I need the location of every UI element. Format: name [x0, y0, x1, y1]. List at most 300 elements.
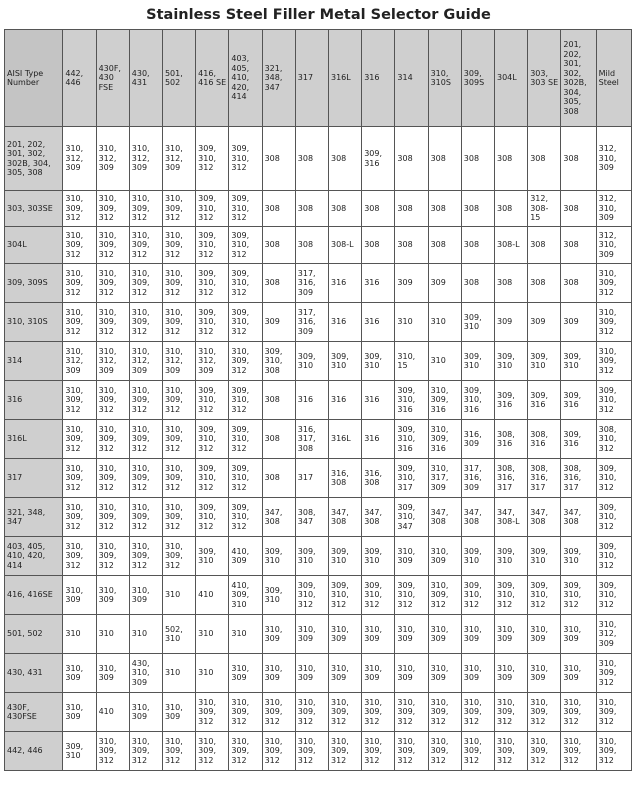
- table-cell: 310, 309, 312: [596, 264, 631, 303]
- filler-metal-table: [4, 29, 632, 771]
- table-cell: 316L: [328, 420, 361, 459]
- table-cell: 310: [129, 615, 162, 654]
- table-cell: 309, 310: [528, 537, 561, 576]
- table-cell: 308: [262, 381, 295, 420]
- table-cell: 308: [295, 191, 328, 227]
- table-cell: 309, 310, 312: [596, 381, 631, 420]
- table-cell: 316: [362, 303, 395, 342]
- table-cell: 309, 310, 312: [196, 498, 229, 537]
- table-cell: 309, 310, 312: [229, 498, 262, 537]
- table-cell: 316: [328, 381, 361, 420]
- table-cell: 310, 309, 312: [96, 420, 129, 459]
- table-cell: 310, 309, 312: [96, 303, 129, 342]
- table-cell: 310, 309, 312: [328, 732, 361, 771]
- table-cell: 310: [428, 303, 461, 342]
- table-cell: 308: [328, 127, 361, 191]
- table-cell: 310: [162, 654, 195, 693]
- column-header: 316: [362, 30, 395, 127]
- table-cell: 310, 309, 312: [96, 227, 129, 264]
- table-cell: 310: [63, 615, 96, 654]
- table-cell: 347, 308: [262, 498, 295, 537]
- table-cell: 310, 309, 312: [162, 498, 195, 537]
- row-header: 314: [5, 342, 63, 381]
- table-cell: 502, 310: [162, 615, 195, 654]
- header-row: [5, 30, 632, 127]
- table-cell: 308, 316, 317: [495, 459, 528, 498]
- table-cell: 310, 309, 312: [129, 537, 162, 576]
- table-row: [5, 498, 632, 537]
- row-header: 430, 431: [5, 654, 63, 693]
- table-row: [5, 459, 632, 498]
- table-cell: 316, 309: [461, 420, 494, 459]
- table-cell: 309, 310, 312: [229, 191, 262, 227]
- table-cell: 310, 309, 312: [162, 420, 195, 459]
- table-cell: 309, 310: [63, 732, 96, 771]
- table-cell: 310, 309, 312: [395, 732, 428, 771]
- row-header: 201, 202, 301, 302, 302B, 304, 305, 308: [5, 127, 63, 191]
- table-cell: 309, 310, 312: [528, 576, 561, 615]
- table-cell: 310, 309: [328, 654, 361, 693]
- column-header: 501, 502: [162, 30, 195, 127]
- table-cell: 308, 316, 317: [528, 459, 561, 498]
- table-cell: 308: [295, 227, 328, 264]
- table-cell: 308: [395, 127, 428, 191]
- table-cell: 316, 317, 308: [295, 420, 328, 459]
- table-cell: 310: [96, 615, 129, 654]
- table-cell: 316: [362, 381, 395, 420]
- table-cell: 310, 309: [129, 693, 162, 732]
- table-cell: 310, 309: [395, 615, 428, 654]
- table-cell: 309, 310: [262, 576, 295, 615]
- table-cell: 310, 309, 316: [428, 381, 461, 420]
- row-header: 403, 405, 410, 420, 414: [5, 537, 63, 576]
- table-cell: 310, 309, 312: [63, 227, 96, 264]
- table-cell: 309, 316: [495, 381, 528, 420]
- table-cell: 309, 310, 312: [229, 420, 262, 459]
- table-cell: 308: [262, 459, 295, 498]
- table-cell: 312, 308-15: [528, 191, 561, 227]
- table-cell: 317: [295, 459, 328, 498]
- table-cell: 309, 310, 312: [395, 576, 428, 615]
- table-cell: 310, 309, 312: [129, 459, 162, 498]
- table-cell: 309, 310, 312: [196, 381, 229, 420]
- table-cell: 308: [428, 191, 461, 227]
- table-cell: 310, 309, 312: [162, 303, 195, 342]
- table-cell: 308: [495, 264, 528, 303]
- table-cell: 312, 310, 309: [596, 191, 631, 227]
- column-header: 416, 416 SE: [196, 30, 229, 127]
- table-cell: 310, 309, 312: [162, 732, 195, 771]
- table-cell: 310, 309, 312: [362, 693, 395, 732]
- table-cell: 310, 312, 309: [63, 342, 96, 381]
- table-cell: 308: [461, 127, 494, 191]
- table-cell: 310, 309: [96, 576, 129, 615]
- table-cell: 310, 309: [528, 615, 561, 654]
- table-cell: 347, 308: [561, 498, 596, 537]
- table-cell: 310, 309: [428, 654, 461, 693]
- row-header: 310, 310S: [5, 303, 63, 342]
- table-cell: 309, 310: [262, 537, 295, 576]
- table-cell: 310, 312, 309: [63, 127, 96, 191]
- table-cell: 309, 310: [561, 342, 596, 381]
- table-cell: 410, 309: [229, 537, 262, 576]
- table-cell: 308: [262, 227, 295, 264]
- table-cell: 310, 309, 312: [362, 732, 395, 771]
- column-header: 430F, 430 FSE: [96, 30, 129, 127]
- table-cell: 310, 309, 312: [129, 381, 162, 420]
- table-cell: 310, 309, 312: [129, 264, 162, 303]
- table-cell: 347, 308: [362, 498, 395, 537]
- table-cell: 310, 309: [362, 615, 395, 654]
- table-cell: 310, 309, 312: [63, 381, 96, 420]
- table-cell: 309, 310: [461, 303, 494, 342]
- table-cell: 309: [561, 303, 596, 342]
- table-cell: 310: [428, 342, 461, 381]
- table-cell: 309, 310, 312: [229, 264, 262, 303]
- row-header: 317: [5, 459, 63, 498]
- table-cell: 309, 310: [328, 537, 361, 576]
- table-cell: 310, 309: [262, 615, 295, 654]
- table-cell: 309, 310, 316: [461, 381, 494, 420]
- table-cell: 310, 309, 312: [96, 537, 129, 576]
- table-cell: 309, 310, 312: [196, 227, 229, 264]
- table-cell: 310, 309, 312: [96, 498, 129, 537]
- table-cell: 309, 310, 312: [196, 420, 229, 459]
- table-cell: 410: [96, 693, 129, 732]
- table-row: [5, 342, 632, 381]
- page-title: Stainless Steel Filler Metal Selector Guide: [146, 7, 491, 23]
- table-cell: 308: [262, 127, 295, 191]
- table-cell: 310, 309, 312: [63, 264, 96, 303]
- table-cell: 309, 310: [362, 537, 395, 576]
- table-cell: 310, 309: [362, 654, 395, 693]
- table-cell: 309: [495, 303, 528, 342]
- table-row: [5, 420, 632, 459]
- table-cell: 310: [196, 615, 229, 654]
- column-header: 310, 310S: [428, 30, 461, 127]
- table-cell: 309, 310, 308: [262, 342, 295, 381]
- row-header: 304L: [5, 227, 63, 264]
- table-cell: 310, 309: [295, 654, 328, 693]
- table-cell: 310, 309, 312: [63, 498, 96, 537]
- table-cell: 309, 310, 312: [295, 576, 328, 615]
- table-cell: 310, 309: [63, 693, 96, 732]
- table-cell: 310, 309, 312: [196, 693, 229, 732]
- table-cell: 308: [362, 227, 395, 264]
- row-header: 501, 502: [5, 615, 63, 654]
- table-cell: 310, 309, 312: [129, 303, 162, 342]
- table-cell: 310, 309: [461, 615, 494, 654]
- table-cell: 310, 309: [528, 654, 561, 693]
- table-row: [5, 693, 632, 732]
- table-cell: 310, 312, 309: [129, 127, 162, 191]
- table-cell: 310: [229, 615, 262, 654]
- table-cell: 310, 309, 312: [63, 537, 96, 576]
- table-cell: 410, 309, 310: [229, 576, 262, 615]
- table-cell: 309: [428, 264, 461, 303]
- table-cell: 309: [262, 303, 295, 342]
- table-cell: 308, 316: [528, 420, 561, 459]
- table-cell: 308: [262, 264, 295, 303]
- table-cell: 310, 309, 312: [295, 693, 328, 732]
- table-cell: 316: [295, 381, 328, 420]
- table-cell: 310, 309, 312: [428, 693, 461, 732]
- table-cell: 312, 310, 309: [596, 127, 631, 191]
- table-cell: 310, 309, 312: [196, 732, 229, 771]
- table-row: [5, 303, 632, 342]
- table-cell: 309: [528, 303, 561, 342]
- table-cell: 310, 309, 312: [328, 693, 361, 732]
- table-cell: 310, 309: [229, 654, 262, 693]
- table-cell: 309, 310, 316: [395, 420, 428, 459]
- table-cell: 310, 309, 312: [162, 537, 195, 576]
- table-cell: 310, 309, 312: [262, 693, 295, 732]
- row-header: 442, 446: [5, 732, 63, 771]
- table-cell: 310, 309: [395, 654, 428, 693]
- table-cell: 309, 310, 316: [395, 381, 428, 420]
- table-cell: 309, 310, 312: [596, 459, 631, 498]
- table-cell: 310, 312, 309: [162, 342, 195, 381]
- table-cell: 310, 309, 316: [428, 420, 461, 459]
- table-cell: 308: [461, 264, 494, 303]
- table-cell: 309, 316: [362, 127, 395, 191]
- table-cell: 309, 310, 312: [596, 537, 631, 576]
- table-cell: 310, 309: [395, 537, 428, 576]
- table-cell: 310, 309, 312: [596, 303, 631, 342]
- table-cell: 309, 310, 347: [395, 498, 428, 537]
- table-row: [5, 381, 632, 420]
- table-cell: 309, 310, 312: [362, 576, 395, 615]
- table-cell: 308: [528, 227, 561, 264]
- table-cell: 308: [262, 191, 295, 227]
- table-cell: 310, 309: [428, 615, 461, 654]
- table-cell: 309, 310, 317: [395, 459, 428, 498]
- table-cell: 310, 309, 312: [229, 693, 262, 732]
- table-row: [5, 127, 632, 191]
- table-cell: 309, 316: [561, 381, 596, 420]
- table-cell: 308-L: [328, 227, 361, 264]
- column-header: 430, 431: [129, 30, 162, 127]
- column-header: 403, 405, 410, 420, 414: [229, 30, 262, 127]
- table-cell: 310, 309: [495, 615, 528, 654]
- table-cell: 310, 309, 312: [129, 420, 162, 459]
- table-cell: 308: [328, 191, 361, 227]
- table-cell: 310, 312, 309: [596, 615, 631, 654]
- table-cell: 309, 310, 312: [196, 191, 229, 227]
- table-cell: 309, 310, 312: [196, 459, 229, 498]
- table-cell: 308: [528, 127, 561, 191]
- column-header: 317: [295, 30, 328, 127]
- table-cell: 310, 309, 312: [162, 381, 195, 420]
- table-cell: 309, 310: [295, 537, 328, 576]
- table-cell: 308: [561, 264, 596, 303]
- table-cell: 309, 316: [528, 381, 561, 420]
- row-header: 309, 309S: [5, 264, 63, 303]
- table-cell: 308: [528, 264, 561, 303]
- table-cell: 316, 308: [362, 459, 395, 498]
- table-cell: 310, 309, 312: [63, 303, 96, 342]
- table-cell: 308: [362, 191, 395, 227]
- table-cell: 310, 309, 312: [129, 732, 162, 771]
- table-cell: 316: [328, 264, 361, 303]
- table-cell: 308-L: [495, 227, 528, 264]
- table-cell: 309, 310: [295, 342, 328, 381]
- table-cell: 310: [162, 576, 195, 615]
- table-cell: 310, 312, 309: [196, 342, 229, 381]
- table-cell: 308: [395, 227, 428, 264]
- table-cell: 309, 310: [461, 342, 494, 381]
- table-cell: 310, 309, 312: [96, 732, 129, 771]
- table-cell: 310, 15: [395, 342, 428, 381]
- table-cell: 308, 310, 312: [596, 420, 631, 459]
- table-cell: 310, 309, 312: [162, 191, 195, 227]
- row-header: 430F, 430FSE: [5, 693, 63, 732]
- table-cell: 310, 309, 312: [528, 693, 561, 732]
- table-cell: 430, 310, 309: [129, 654, 162, 693]
- table-cell: 309, 316: [561, 420, 596, 459]
- corner-header: AISI Type Number: [5, 30, 63, 127]
- column-header: Mild Steel: [596, 30, 631, 127]
- table-cell: 310, 309: [295, 615, 328, 654]
- table-cell: 309: [395, 264, 428, 303]
- table-cell: 312, 310, 309: [596, 227, 631, 264]
- row-header: 316L: [5, 420, 63, 459]
- table-cell: 308: [428, 127, 461, 191]
- table-cell: 310, 309, 312: [162, 227, 195, 264]
- table-cell: 309, 310, 312: [229, 127, 262, 191]
- table-cell: 310, 309: [328, 615, 361, 654]
- table-cell: 309, 310, 312: [461, 576, 494, 615]
- row-header: 416, 416SE: [5, 576, 63, 615]
- table-cell: 310, 309, 312: [495, 693, 528, 732]
- table-cell: 309, 310, 312: [495, 576, 528, 615]
- column-header: 201, 202, 301, 302, 302B, 304, 305, 308: [561, 30, 596, 127]
- table-cell: 310, 309, 312: [395, 693, 428, 732]
- column-header: 316L: [328, 30, 361, 127]
- table-cell: 310, 309, 312: [229, 342, 262, 381]
- table-cell: 310, 309: [63, 654, 96, 693]
- table-cell: 309, 310: [196, 537, 229, 576]
- table-cell: 308: [495, 191, 528, 227]
- table-body: [5, 127, 632, 771]
- table-row: [5, 191, 632, 227]
- table-cell: 309, 310: [495, 342, 528, 381]
- column-header: 304L: [495, 30, 528, 127]
- table-cell: 309, 310: [561, 537, 596, 576]
- table-cell: 309, 310: [328, 342, 361, 381]
- table-cell: 310, 309, 312: [596, 693, 631, 732]
- table-cell: 308: [428, 227, 461, 264]
- table-cell: 308, 316: [495, 420, 528, 459]
- table-cell: 308: [395, 191, 428, 227]
- table-cell: 310, 309, 312: [596, 732, 631, 771]
- table-cell: 310, 309, 312: [428, 576, 461, 615]
- table-cell: 310, 309, 312: [596, 654, 631, 693]
- table-cell: 309, 310: [461, 537, 494, 576]
- table-cell: 309, 310, 312: [229, 459, 262, 498]
- table-cell: 309, 310, 312: [328, 576, 361, 615]
- table-cell: 310, 309: [63, 576, 96, 615]
- table-cell: 308: [461, 227, 494, 264]
- table-cell: 308, 316, 317: [561, 459, 596, 498]
- row-header: 303, 303SE: [5, 191, 63, 227]
- table-cell: 310, 309, 312: [528, 732, 561, 771]
- table-cell: 310, 309, 312: [63, 191, 96, 227]
- table-cell: 410: [196, 576, 229, 615]
- table-cell: 310, 312, 309: [96, 342, 129, 381]
- table-cell: 310, 309, 312: [295, 732, 328, 771]
- table-cell: 310, 309, 312: [596, 342, 631, 381]
- table-cell: 310, 312, 309: [96, 127, 129, 191]
- table-cell: 308: [461, 191, 494, 227]
- column-header: 314: [395, 30, 428, 127]
- table-cell: 308: [561, 191, 596, 227]
- table-row: [5, 227, 632, 264]
- table-cell: 316: [328, 303, 361, 342]
- table-cell: 347, 308: [461, 498, 494, 537]
- table-cell: 316: [362, 264, 395, 303]
- table-cell: 310: [196, 654, 229, 693]
- table-cell: 316, 308: [328, 459, 361, 498]
- table-cell: 310, 309, 312: [63, 420, 96, 459]
- table-cell: 309, 310, 312: [229, 381, 262, 420]
- table-cell: 310, 309, 312: [229, 732, 262, 771]
- table-row: [5, 264, 632, 303]
- table-cell: 310, 309: [561, 654, 596, 693]
- table-cell: 308, 347: [295, 498, 328, 537]
- table-cell: 317, 316, 309: [461, 459, 494, 498]
- table-cell: 310, 309: [162, 693, 195, 732]
- table-cell: 309, 310, 312: [196, 303, 229, 342]
- table-cell: 308: [495, 127, 528, 191]
- table-cell: 310, 309, 312: [461, 732, 494, 771]
- table-row: [5, 576, 632, 615]
- column-header: 309, 309S: [461, 30, 494, 127]
- table-row: [5, 615, 632, 654]
- table-cell: 308: [295, 127, 328, 191]
- table-cell: 310, 309, 312: [96, 381, 129, 420]
- table-row: [5, 732, 632, 771]
- table-cell: 310, 309: [129, 576, 162, 615]
- table-row: [5, 654, 632, 693]
- table-cell: 308: [262, 420, 295, 459]
- table-cell: 309, 310, 312: [561, 576, 596, 615]
- table-cell: 310, 309, 312: [96, 459, 129, 498]
- table-cell: 310, 309, 312: [461, 693, 494, 732]
- table-cell: 310, 317, 309: [428, 459, 461, 498]
- table-cell: 309, 310: [495, 537, 528, 576]
- column-header: 442, 446: [63, 30, 96, 127]
- table-cell: 310, 309, 312: [162, 459, 195, 498]
- table-cell: 309, 310, 312: [596, 498, 631, 537]
- table-cell: 309, 310, 312: [229, 227, 262, 264]
- table-cell: 316: [362, 420, 395, 459]
- table-cell: 347, 308: [428, 498, 461, 537]
- table-cell: 310, 309, 312: [129, 191, 162, 227]
- table-cell: 310, 309: [428, 537, 461, 576]
- table-cell: 310, 309: [262, 654, 295, 693]
- table-cell: 309, 310, 312: [229, 303, 262, 342]
- column-header: 321, 348, 347: [262, 30, 295, 127]
- table-cell: 310, 309: [96, 654, 129, 693]
- table-cell: 347, 308-L: [495, 498, 528, 537]
- table-row: [5, 537, 632, 576]
- table-cell: 310: [395, 303, 428, 342]
- table-cell: 317, 316, 309: [295, 264, 328, 303]
- table-cell: 310, 312, 309: [162, 127, 195, 191]
- table-cell: 309, 310: [362, 342, 395, 381]
- table-cell: 308: [561, 127, 596, 191]
